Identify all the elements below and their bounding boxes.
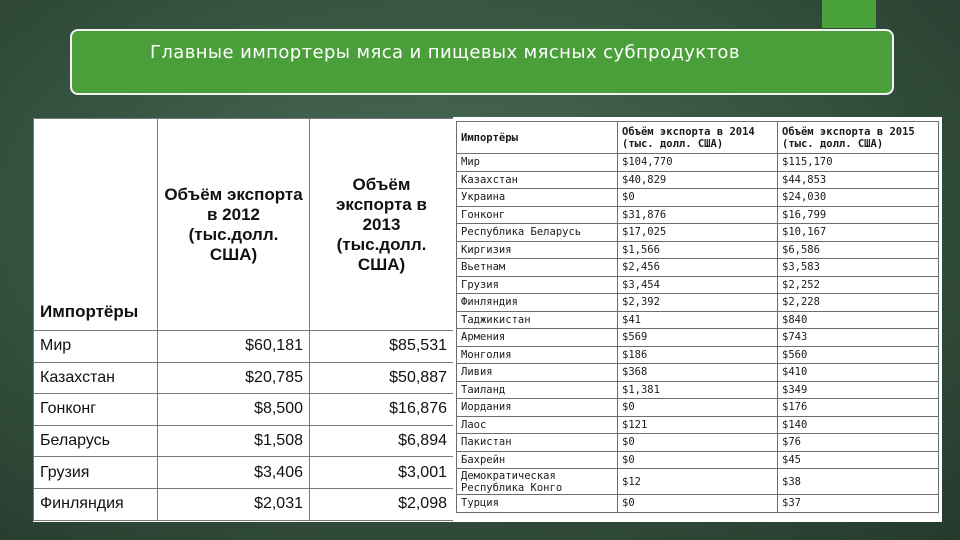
table-row [457,434,939,452]
value-cell: $16,876 [310,394,454,426]
value-cell: $8,500 [158,394,310,426]
table-header-row [34,119,454,331]
table-row [457,171,939,189]
column-header: Объём экспорта в 2014 (тыс. долл. США) [618,122,778,154]
column-header: Импортёры [457,122,618,154]
value-cell: $349 [778,381,939,399]
country-cell: Украина [457,189,618,207]
value-cell: $104,770 [618,154,778,172]
table-row [457,154,939,172]
value-cell: $3,583 [778,259,939,277]
value-cell: $368 [618,364,778,382]
table-row [457,206,939,224]
value-cell: $2,456 [618,259,778,277]
table-row [457,294,939,312]
value-cell: $0 [618,189,778,207]
import-table-2012-2013 [33,118,453,521]
country-cell: Монголия [457,346,618,364]
country-cell: Армения [457,329,618,347]
value-cell: $560 [778,346,939,364]
value-cell: $1,566 [618,241,778,259]
value-cell: $1,381 [618,381,778,399]
value-cell: $3,406 [158,457,310,489]
country-cell: Вьетнам [457,259,618,277]
table-row [457,346,939,364]
country-cell: Таджикистан [457,311,618,329]
value-cell: $0 [618,399,778,417]
country-cell: Финляндия [457,294,618,312]
value-cell: $41 [618,311,778,329]
country-cell: Демократическая Республика Конго [457,469,618,495]
country-cell: Финляндия [34,488,158,520]
value-cell: $186 [618,346,778,364]
table-header-row [457,122,939,154]
value-cell: $1,508 [158,425,310,457]
country-cell: Таиланд [457,381,618,399]
value-cell: $2,228 [778,294,939,312]
value-cell: $569 [618,329,778,347]
value-cell: $3,454 [618,276,778,294]
slide-title: Главные импортеры мяса и пищевых мясных субпродуктов [150,42,740,63]
value-cell: $50,887 [310,362,454,394]
country-cell: Пакистан [457,434,618,452]
table-row [457,495,939,513]
value-cell: $2,252 [778,276,939,294]
table-row [457,276,939,294]
value-cell: $3,001 [310,457,454,489]
value-cell: $0 [618,495,778,513]
value-cell: $45 [778,451,939,469]
value-cell: $24,030 [778,189,939,207]
value-cell: $76 [778,434,939,452]
value-cell: $85,531 [310,331,454,363]
right-table-panel [453,117,942,522]
value-cell: $743 [778,329,939,347]
table-row [34,362,454,394]
column-header: Объём экспорта в 2012 (тыс.долл. США) [158,119,310,331]
country-cell: Грузия [34,457,158,489]
title-banner [70,29,894,95]
country-cell: Республика Беларусь [457,224,618,242]
country-cell: Лаос [457,416,618,434]
value-cell: $2,098 [310,488,454,520]
value-cell: $17,025 [618,224,778,242]
value-cell: $121 [618,416,778,434]
country-cell: Бахрейн [457,451,618,469]
value-cell: $40,829 [618,171,778,189]
column-header: Объём экспорта в 2015 (тыс. долл. США) [778,122,939,154]
table-row [34,488,454,520]
table-row [34,425,454,457]
table-row [457,241,939,259]
value-cell: $20,785 [158,362,310,394]
table-row [457,224,939,242]
table-row [457,399,939,417]
value-cell: $31,876 [618,206,778,224]
table-row [457,364,939,382]
table-row [457,311,939,329]
value-cell: $60,181 [158,331,310,363]
value-cell: $2,392 [618,294,778,312]
value-cell: $38 [778,469,939,495]
value-cell: $0 [618,434,778,452]
import-table-2014-2015 [456,121,939,513]
country-cell: Мир [34,331,158,363]
country-cell: Казахстан [34,362,158,394]
table-row [457,451,939,469]
value-cell: $10,167 [778,224,939,242]
country-cell: Беларусь [34,425,158,457]
table-row [457,329,939,347]
table-row [457,469,939,495]
country-cell: Грузия [457,276,618,294]
value-cell: $176 [778,399,939,417]
value-cell: $44,853 [778,171,939,189]
value-cell: $840 [778,311,939,329]
country-cell: Киргизия [457,241,618,259]
table-row [457,259,939,277]
country-cell: Ливия [457,364,618,382]
value-cell: $37 [778,495,939,513]
country-cell: Мир [457,154,618,172]
value-cell: $410 [778,364,939,382]
table-row [457,416,939,434]
accent-bar [822,0,876,28]
value-cell: $115,170 [778,154,939,172]
country-cell: Гонконг [34,394,158,426]
table-row [34,457,454,489]
table-row [34,331,454,363]
country-cell: Турция [457,495,618,513]
table-row [34,394,454,426]
table-row [457,189,939,207]
value-cell: $0 [618,451,778,469]
value-cell: $140 [778,416,939,434]
value-cell: $6,586 [778,241,939,259]
column-header: Импортёры [34,119,158,331]
left-table-panel [33,118,453,522]
column-header: Объём экспорта в 2013 (тыс.долл. США) [310,119,454,331]
value-cell: $2,031 [158,488,310,520]
value-cell: $12 [618,469,778,495]
country-cell: Гонконг [457,206,618,224]
value-cell: $16,799 [778,206,939,224]
table-row [457,381,939,399]
country-cell: Казахстан [457,171,618,189]
country-cell: Иордания [457,399,618,417]
value-cell: $6,894 [310,425,454,457]
